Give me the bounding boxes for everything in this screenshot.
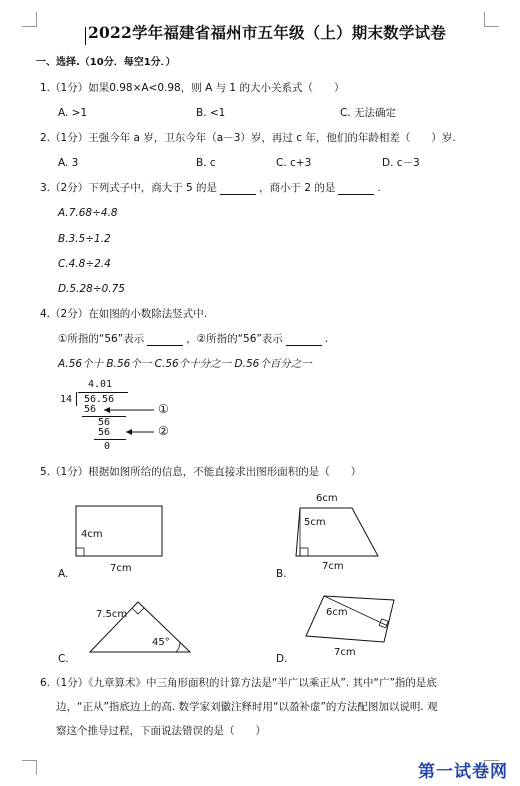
q3-blank-2[interactable]: [338, 183, 374, 195]
q4-blank-2[interactable]: [286, 334, 322, 346]
long-division-figure: [56, 378, 186, 458]
division-step-1: 56: [84, 404, 97, 415]
q4-line-part-3: .: [324, 333, 329, 345]
q3-option-b: B.3.5÷1.2: [58, 233, 111, 245]
q3-blank-1[interactable]: [220, 183, 256, 195]
crop-mark-top-left: [22, 12, 37, 27]
question-4-stem: 4.（2分）在如图的小数除法竖式中.: [40, 308, 208, 320]
q2-option-c[interactable]: C. c+3: [276, 157, 312, 169]
question-2-stem: 2.（1分）王强今年 a 岁，卫东今年（a－3）岁，再过 c 年，他们的年龄相差（ ）岁.: [40, 132, 456, 144]
q4-line-part-1: ①所指的“56”表示: [58, 333, 145, 345]
q1-option-a[interactable]: A. >1: [58, 107, 88, 119]
figure-c-side-label: 7.5cm: [96, 609, 128, 620]
q5-option-c[interactable]: C.: [58, 653, 69, 665]
marker-1: ①: [158, 402, 169, 416]
q2-option-a[interactable]: A. 3: [58, 157, 79, 169]
section-heading: 一、选择.（10分．每空1分．）: [36, 57, 176, 68]
q2-option-d[interactable]: D. c－3: [382, 157, 420, 169]
q3-option-a: A.7.68÷4.8: [58, 207, 118, 219]
figure-b-base-label: 7cm: [322, 561, 344, 572]
question-6-line-3: 察这个推导过程，下面说法错误的是（ ）: [56, 725, 266, 737]
q4-blank-1[interactable]: [147, 334, 183, 346]
question-1-stem: 1.（1分）如果0.98×A<0.98，则 A 与 1 的大小关系式（ ）: [40, 82, 345, 94]
division-arrows: [56, 378, 186, 458]
division-divisor: 14: [60, 394, 73, 405]
q5-option-b[interactable]: B.: [276, 568, 287, 580]
page-title: 2022学年福建省福州市五年级（上）期末数学试卷: [88, 23, 446, 42]
question-4-blanks: [58, 332, 328, 346]
site-watermark: 第一试卷网: [418, 762, 508, 782]
question-6-line-1: 6.（1分）《九章算术》中三角形面积的计算方法是“半广以乘正从”. 其中“广”指的是底: [40, 677, 437, 689]
division-quotient: 4.01: [88, 379, 113, 390]
text-cursor: [85, 27, 86, 45]
figure-d-parallelogram: [300, 590, 410, 650]
q2-option-b[interactable]: B. c: [196, 157, 216, 169]
q4-line-part-2: ，②所指的“56”表示: [186, 333, 283, 345]
marker-2: ②: [158, 424, 169, 438]
division-dividend: 56.56: [84, 394, 115, 405]
q3-option-c: C.4.8÷2.4: [58, 258, 111, 270]
figure-c-angle-label: 45°: [152, 637, 170, 648]
division-step-3: 56: [98, 427, 111, 438]
division-remainder: 0: [104, 441, 111, 452]
q3-option-d: D.5.28÷0.75: [58, 283, 125, 295]
q1-option-c[interactable]: C. 无法确定: [340, 107, 397, 119]
q3-stem-part-2: ，商小于 2 的是: [259, 182, 336, 194]
question-3-stem: [40, 181, 381, 195]
q1-option-b[interactable]: B. <1: [196, 107, 226, 119]
q5-option-d[interactable]: D.: [276, 653, 288, 665]
figure-b-height-label: 5cm: [304, 517, 326, 528]
figure-a-base-label: 7cm: [110, 563, 132, 574]
q3-stem-part-1: 3.（2分）下列式子中，商大于 5 的是: [40, 182, 218, 194]
q5-option-a[interactable]: A.: [58, 568, 69, 580]
question-6-line-2: 边，“正从”指底边上的高. 数学家刘徽注释时用“以盈补虚”的方法配图加以说明. 观: [56, 701, 438, 713]
q4-options: A.56个十 B.56个一 C.56个十分之一 D.56个百分之一: [58, 358, 312, 370]
figure-d-height-label: 6cm: [326, 607, 348, 618]
figure-b-top-label: 6cm: [316, 493, 338, 504]
figure-b-trapezoid: [290, 502, 390, 562]
question-5-stem: 5.（1分）根据如图所给的信息，不能直接求出图形面积的是（ ）: [40, 466, 362, 478]
crop-mark-bottom-left: [22, 760, 37, 775]
figure-d-base-label: 7cm: [334, 647, 356, 658]
figure-a-side-label: 4cm: [81, 529, 103, 540]
q3-stem-part-3: .: [377, 182, 381, 194]
crop-mark-top-right: [484, 12, 499, 27]
division-step-2: 56: [98, 417, 111, 428]
